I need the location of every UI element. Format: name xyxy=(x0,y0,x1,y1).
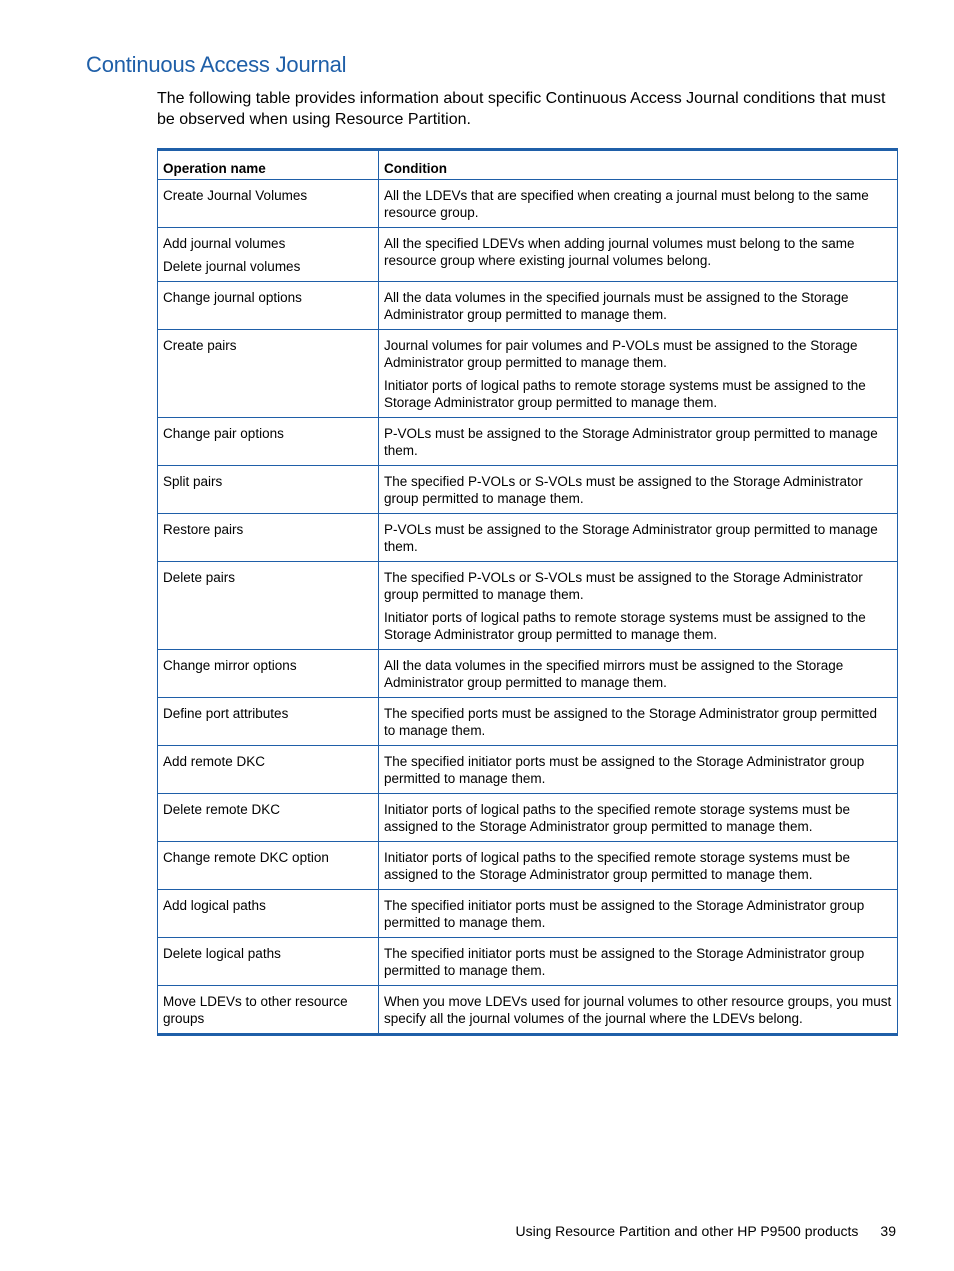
table-row xyxy=(158,698,898,746)
condition-cell xyxy=(379,330,898,418)
operation-name-cell xyxy=(158,746,379,794)
condition-text: Initiator ports of logical paths to remote storage systems must be assigned to the Storage Administrator group permitted to manage them. xyxy=(384,378,866,410)
table-row xyxy=(158,890,898,938)
operation-name-cell xyxy=(158,650,379,698)
operation-name-cell xyxy=(158,514,379,562)
operation-name-text: Change pair options xyxy=(163,426,284,441)
operation-name-cell xyxy=(158,418,379,466)
operation-name-text: Delete journal volumes xyxy=(163,259,301,274)
table-row xyxy=(158,938,898,986)
operation-name-cell xyxy=(158,562,379,650)
condition-cell xyxy=(379,890,898,938)
operation-name-text: Add logical paths xyxy=(163,898,266,913)
operation-name-text: Delete pairs xyxy=(163,570,236,585)
header-condition: Condition xyxy=(379,150,898,180)
condition-cell xyxy=(379,698,898,746)
operation-name-cell xyxy=(158,330,379,418)
table-row xyxy=(158,562,898,650)
condition-cell xyxy=(379,794,898,842)
operation-name-text: Change remote DKC option xyxy=(163,850,329,865)
condition-text: The specified P-VOLs or S-VOLs must be assigned to the Storage Administrator group permitted to manage them. xyxy=(384,474,863,506)
operation-name-cell xyxy=(158,794,379,842)
operation-name-cell xyxy=(158,938,379,986)
operation-name-text: Move LDEVs to other resource groups xyxy=(163,994,348,1026)
table-row xyxy=(158,330,898,418)
operation-name-text: Delete remote DKC xyxy=(163,802,281,817)
table-row xyxy=(158,842,898,890)
condition-cell xyxy=(379,938,898,986)
condition-cell xyxy=(379,562,898,650)
condition-text: All the data volumes in the specified mirrors must be assigned to the Storage Administrator group permitted to manage them. xyxy=(384,658,844,690)
table-row xyxy=(158,180,898,228)
table-row xyxy=(158,650,898,698)
footer-text: Using Resource Partition and other HP P9500 products xyxy=(515,1223,859,1239)
table-row xyxy=(158,282,898,330)
condition-text: The specified initiator ports must be assigned to the Storage Administrator group permitted to manage them. xyxy=(384,946,865,978)
operation-name-text: Restore pairs xyxy=(163,522,244,537)
condition-text: The specified initiator ports must be assigned to the Storage Administrator group permitted to manage them. xyxy=(384,754,865,786)
operation-name-text: Add journal volumes xyxy=(163,236,286,251)
operation-name-cell xyxy=(158,890,379,938)
operation-name-text: Delete logical paths xyxy=(163,946,281,961)
condition-cell xyxy=(379,746,898,794)
section-title: Continuous Access Journal xyxy=(86,52,347,77)
table-header-row xyxy=(158,150,898,180)
operation-name-cell xyxy=(158,466,379,514)
table-row xyxy=(158,228,898,282)
table-row xyxy=(158,794,898,842)
operation-name-text: Split pairs xyxy=(163,474,223,489)
operation-name-text: Create Journal Volumes xyxy=(163,188,308,203)
condition-text: All the specified LDEVs when adding journal volumes must belong to the same resource group where existing journal volumes belong. xyxy=(384,236,855,268)
operation-name-cell xyxy=(158,282,379,330)
table-row xyxy=(158,466,898,514)
condition-text: All the data volumes in the specified journals must be assigned to the Storage Administrator group permitted to manage them. xyxy=(384,290,849,322)
condition-cell xyxy=(379,650,898,698)
operation-name-cell xyxy=(158,228,379,282)
table-row xyxy=(158,514,898,562)
condition-cell xyxy=(379,228,898,282)
header-operation-name: Operation name xyxy=(158,150,379,180)
operation-name-cell xyxy=(158,986,379,1035)
operation-name-text: Add remote DKC xyxy=(163,754,266,769)
operation-name-text: Create pairs xyxy=(163,338,237,353)
condition-text: Initiator ports of logical paths to remote storage systems must be assigned to the Storage Administrator group permitted to manage them. xyxy=(384,610,866,642)
operation-name-cell xyxy=(158,180,379,228)
page-footer xyxy=(515,1223,896,1239)
operation-name-text: Change journal options xyxy=(163,290,302,305)
condition-text: All the LDEVs that are specified when creating a journal must belong to the same resource group. xyxy=(384,188,869,220)
condition-cell xyxy=(379,466,898,514)
table-row xyxy=(158,418,898,466)
condition-cell xyxy=(379,180,898,228)
operation-name-cell xyxy=(158,842,379,890)
table-row xyxy=(158,746,898,794)
condition-text: The specified P-VOLs or S-VOLs must be assigned to the Storage Administrator group permitted to manage them. xyxy=(384,570,863,602)
condition-cell xyxy=(379,986,898,1035)
operation-name-text: Define port attributes xyxy=(163,706,289,721)
conditions-table xyxy=(157,148,898,1036)
table-row xyxy=(158,986,898,1035)
conditions-table-wrapper xyxy=(157,148,897,1036)
condition-text: The specified ports must be assigned to the Storage Administrator group permitted to manage them. xyxy=(384,706,878,738)
condition-cell xyxy=(379,842,898,890)
condition-text: The specified initiator ports must be assigned to the Storage Administrator group permitted to manage them. xyxy=(384,898,865,930)
condition-text: When you move LDEVs used for journal volumes to other resource groups, you must specify all the journal volumes of the journal where the LDEVs belong. xyxy=(384,994,892,1026)
operation-name-cell xyxy=(158,698,379,746)
operation-name-text: Change mirror options xyxy=(163,658,297,673)
intro-paragraph: The following table provides information about specific Continuous Access Journal conditions that must be observed when using Resource Partition. xyxy=(157,90,886,128)
condition-text: Journal volumes for pair volumes and P-VOLs must be assigned to the Storage Administrator group permitted to manage them. xyxy=(384,338,858,370)
table-body xyxy=(158,180,898,1035)
condition-cell xyxy=(379,418,898,466)
page-number: 39 xyxy=(880,1223,896,1239)
condition-text: Initiator ports of logical paths to the specified remote storage systems must be assigned to the Storage Administrator group permitted to manage them. xyxy=(384,850,850,882)
condition-cell xyxy=(379,282,898,330)
condition-text: P-VOLs must be assigned to the Storage Administrator group permitted to manage them. xyxy=(384,426,878,458)
condition-cell xyxy=(379,514,898,562)
condition-text: Initiator ports of logical paths to the specified remote storage systems must be assigned to the Storage Administrator group permitted to manage them. xyxy=(384,802,850,834)
condition-text: P-VOLs must be assigned to the Storage Administrator group permitted to manage them. xyxy=(384,522,878,554)
